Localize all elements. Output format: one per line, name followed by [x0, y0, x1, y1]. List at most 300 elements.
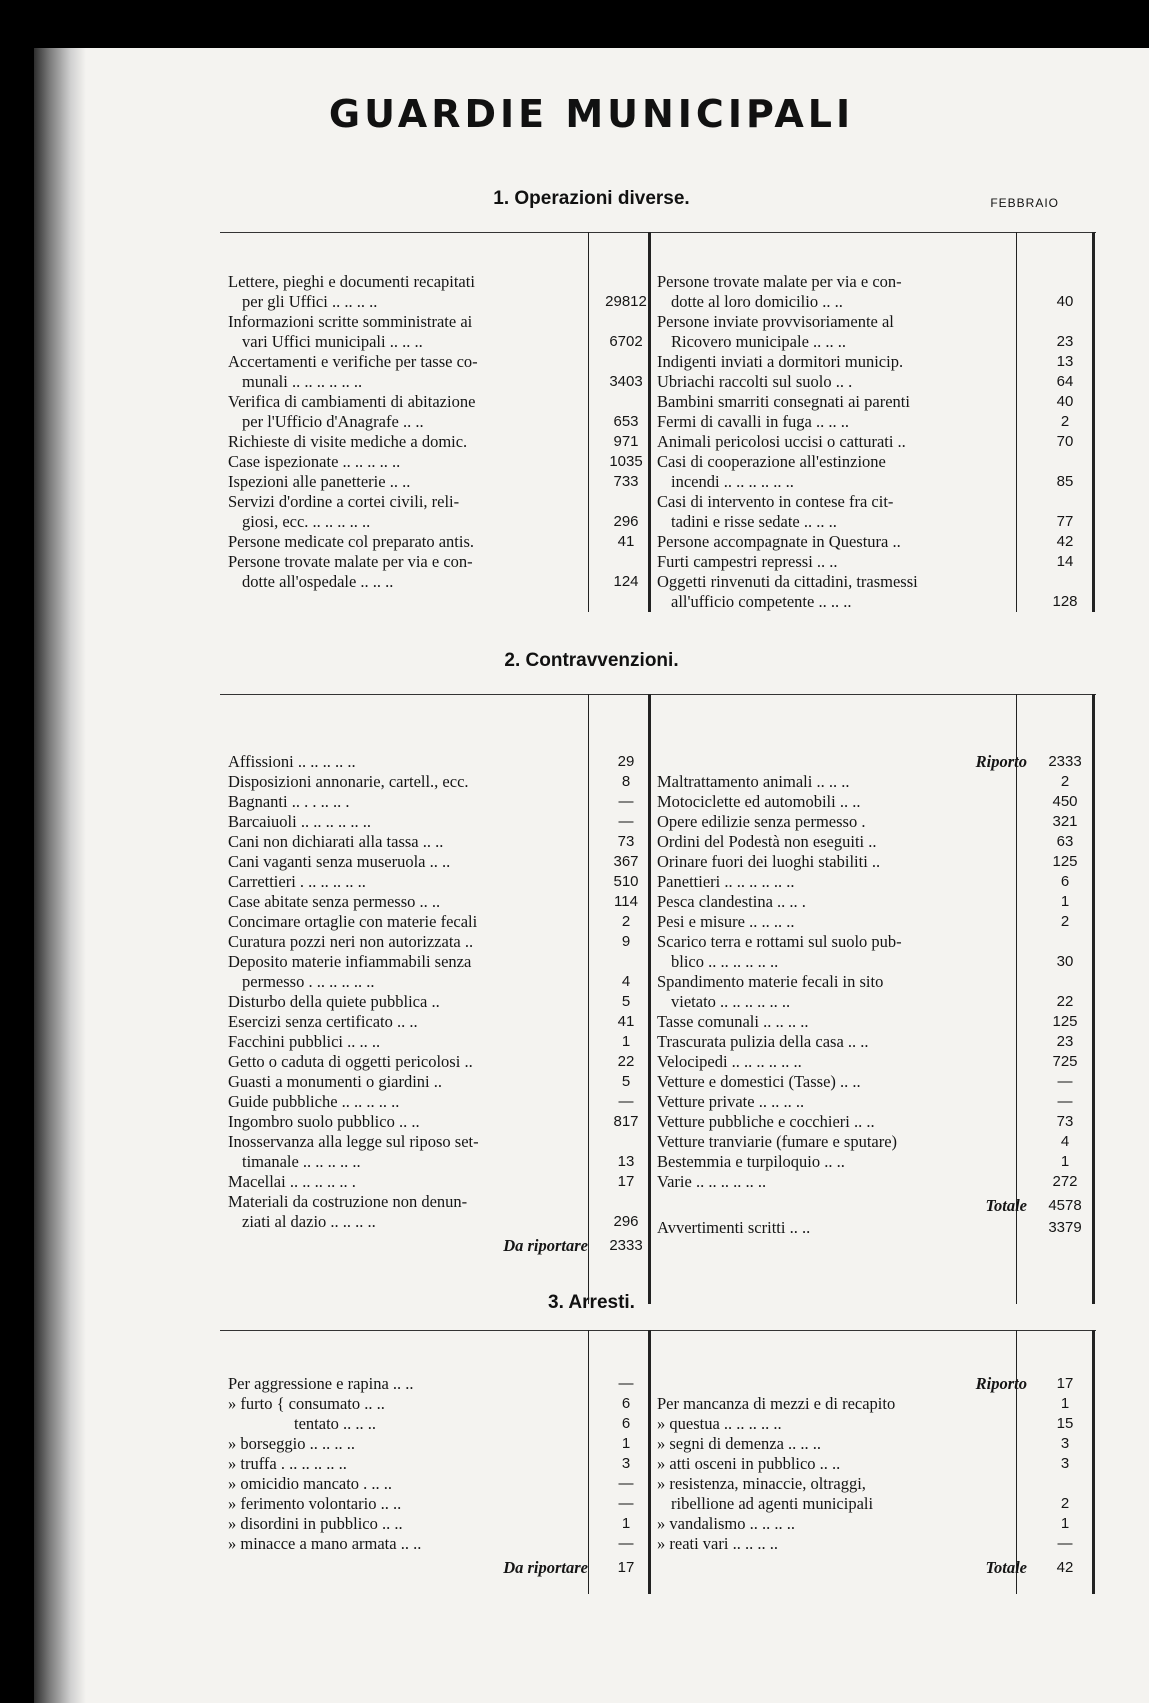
table-row [657, 832, 1074, 852]
table-row [657, 532, 1074, 552]
row-label-line1: Curatura pozzi neri non autorizzata .. [228, 932, 474, 951]
row-value: 13 [617, 1153, 635, 1170]
row-value: 128 [1052, 593, 1078, 610]
row-label [657, 1132, 1037, 1152]
carry-label: Riporto [975, 752, 1027, 771]
month-label: FEBBRAIO [990, 196, 1059, 210]
table-row [657, 1434, 1070, 1454]
table-row [657, 1152, 1070, 1172]
table-row [657, 1052, 1078, 1072]
row-value: 22 [1056, 993, 1074, 1010]
table-operazioni [220, 232, 1096, 612]
row-label-line1: » borseggio .. .. .. .. [228, 1434, 355, 1453]
row-value: 3 [621, 1455, 631, 1472]
table-row [228, 932, 631, 952]
row-label-line2: dotte al loro domicilio .. .. [671, 292, 843, 311]
row-label [228, 312, 598, 352]
row-label-line2: all'ufficio competente .. .. .. [671, 592, 852, 611]
table-row [228, 1172, 635, 1192]
row-label [228, 1192, 598, 1232]
row-value: 510 [613, 873, 639, 890]
row-value: 30 [1056, 953, 1074, 970]
row-label-line1: Vetture private .. .. .. .. [657, 1092, 805, 1111]
row-label-line1: Persone medicate col preparato antis. [228, 532, 475, 551]
row-value: 3403 [609, 373, 643, 390]
row-label-line1: » questua .. .. .. .. .. [657, 1414, 782, 1433]
row-label-line1: Vetture pubbliche e cocchieri .. .. [657, 1112, 875, 1131]
row-label-line2: dotte all'ospedale .. .. .. [242, 572, 394, 591]
row-value: 85 [1056, 473, 1074, 490]
row-label [228, 552, 598, 592]
total-row [657, 1196, 1082, 1216]
table-row [657, 1032, 1074, 1052]
row-label-line1: Cani vaganti senza museruola .. .. [228, 852, 451, 871]
row-label-line1: Persone accompagnate in Questura .. [657, 532, 901, 551]
row-label [657, 1012, 1037, 1032]
table-row [657, 872, 1070, 892]
row-label-line1: Vetture tranviarie (fumare e sputare) [657, 1132, 898, 1151]
row-value: 40 [1056, 293, 1074, 310]
row-label [657, 492, 1037, 532]
row-label [657, 1052, 1037, 1072]
table-row [657, 1474, 1070, 1514]
row-label-line1: » segni di demenza .. .. .. [657, 1434, 822, 1453]
row-label-line2: vietato .. .. .. .. .. .. [671, 992, 791, 1011]
table-row [228, 1192, 639, 1232]
table-row [228, 352, 643, 392]
total-value: 42 [1056, 1559, 1074, 1576]
row-value: 17 [617, 1173, 635, 1190]
row-label-line1: Trascurata pulizia della casa .. .. [657, 1032, 869, 1051]
table-row [657, 1394, 1070, 1414]
row-label-line2: timanale .. .. .. .. .. [242, 1152, 361, 1171]
row-label-line2: incendi .. .. .. .. .. .. [671, 472, 794, 491]
row-label [228, 1032, 598, 1052]
total-value: 2333 [609, 1237, 643, 1254]
row-label [657, 312, 1037, 352]
total-label: Totale [985, 1196, 1027, 1215]
row-label-line1: Deposito materie infiammabili senza [228, 952, 472, 971]
total-row [228, 1236, 643, 1256]
table-row [228, 432, 639, 452]
table-row [657, 412, 1070, 432]
table-row [657, 1454, 1070, 1474]
row-label-line1: » resistenza, minaccie, oltraggi, [657, 1474, 866, 1493]
row-label [657, 1474, 1037, 1514]
row-label [228, 1172, 598, 1192]
row-value: 6702 [609, 333, 643, 350]
row-label-line2: tadini e risse sedate .. .. .. [671, 512, 837, 531]
row-value: 22 [617, 1053, 635, 1070]
row-label-line1: » minacce a mano armata .. .. [228, 1534, 422, 1553]
table-row [228, 1374, 634, 1394]
table-row [228, 892, 638, 912]
row-label [228, 1454, 598, 1474]
row-value: 4 [621, 973, 631, 990]
row-value: 725 [1052, 1053, 1078, 1070]
row-label [657, 1534, 1037, 1554]
row-value: 29 [617, 753, 635, 770]
row-label [657, 372, 1037, 392]
row-label-line2: vari Uffici municipali .. .. .. [242, 332, 423, 351]
row-value: 1035 [609, 453, 643, 470]
row-label-line1: Motociclette ed automobili .. .. [657, 792, 861, 811]
row-label-line1: Panettieri .. .. .. .. .. .. [657, 872, 795, 891]
row-label-line1: Velocipedi .. .. .. .. .. .. [657, 1052, 802, 1071]
row-label-line1: Scarico terra e rottami sul suolo pub- [657, 932, 902, 951]
warnings-label: Avvertimenti scritti .. .. [657, 1218, 811, 1237]
row-value: 5 [621, 993, 631, 1010]
row-label-line1: Barcaiuoli .. .. .. .. .. .. [228, 812, 371, 831]
row-label [657, 1434, 1037, 1454]
row-value: 15 [1056, 1415, 1074, 1432]
row-value: 5 [621, 1073, 631, 1090]
row-value: 296 [613, 513, 639, 530]
row-value: 1 [621, 1435, 631, 1452]
table-row [657, 1012, 1078, 1032]
row-value: 64 [1056, 373, 1074, 390]
row-label [228, 812, 598, 832]
right-column [657, 272, 1078, 612]
row-label-line1: Fermi di cavalli in fuga .. .. .. [657, 412, 849, 431]
row-value: 8 [621, 773, 631, 790]
row-label-line1: Tasse comunali .. .. .. .. [657, 1012, 809, 1031]
row-label-line1: Furti campestri repressi .. .. [657, 552, 838, 571]
row-label-line1: Verifica di cambiamenti di abitazione [228, 392, 476, 411]
table-row [228, 772, 631, 792]
row-label [228, 392, 598, 432]
table-row [657, 932, 1074, 972]
row-label-line1: tentato .. .. .. [294, 1414, 377, 1433]
row-label [657, 392, 1037, 412]
row-label-line1: » reati vari .. .. .. .. [657, 1534, 778, 1553]
row-label-line1: » vandalismo .. .. .. .. [657, 1514, 795, 1533]
row-label [228, 952, 598, 992]
row-label [228, 492, 598, 532]
row-value: 6 [621, 1395, 631, 1412]
row-label [228, 1012, 598, 1032]
row-label [657, 1092, 1037, 1112]
table-arresti [220, 1330, 1096, 1594]
table-row [657, 1132, 1070, 1152]
right-column [657, 752, 1082, 1238]
row-value: 41 [617, 1013, 635, 1030]
row-label-line1: » omicidio mancato . .. .. [228, 1474, 393, 1493]
row-label-line1: Macellai .. .. .. .. .. . [228, 1172, 356, 1191]
row-value: — [618, 1535, 634, 1552]
row-label [657, 772, 1037, 792]
row-label-line1: Ubriachi raccolti sul suolo .. . [657, 372, 853, 391]
table-row [657, 572, 1078, 612]
row-label-line1: » disordini in pubblico .. .. [228, 1514, 403, 1533]
row-value: 2 [1060, 913, 1070, 930]
row-label-line1: Animali pericolosi uccisi o catturati .. [657, 432, 906, 451]
row-label-line2: munali .. .. .. .. .. .. [242, 372, 363, 391]
row-label-line1: Guasti a monumenti o giardini .. [228, 1072, 443, 1091]
row-label [657, 852, 1037, 872]
row-value: — [618, 793, 634, 810]
row-label [228, 1494, 598, 1514]
row-label-line1: Oggetti rinvenuti da cittadini, trasmessi [657, 572, 918, 591]
row-value: 3 [1060, 1455, 1070, 1472]
row-label [228, 992, 598, 1012]
row-label [228, 872, 598, 892]
row-label [228, 852, 598, 872]
row-label [657, 932, 1037, 972]
row-label-line2: blico .. .. .. .. .. .. [671, 952, 779, 971]
row-label-line1: » atti osceni in pubblico .. .. [657, 1454, 841, 1473]
total-value: 4578 [1048, 1197, 1082, 1214]
table-row [657, 852, 1078, 872]
row-value: 125 [1052, 1013, 1078, 1030]
row-value: — [618, 813, 634, 830]
table-row [228, 392, 639, 432]
row-value: 1 [1060, 893, 1070, 910]
row-value: 4 [1060, 1133, 1070, 1150]
table-row [228, 832, 635, 852]
table-contravvenzioni [220, 694, 1096, 1304]
table-row [228, 1474, 634, 1494]
table-row [657, 972, 1074, 1012]
row-label [228, 472, 598, 492]
table-row [228, 472, 639, 492]
row-label-line2: per l'Ufficio d'Anagrafe .. .. [242, 412, 424, 431]
table-row [657, 812, 1078, 832]
row-label-line1: Materiali da costruzione non denun- [228, 1192, 468, 1211]
row-label-line1: Esercizi senza certificato .. .. [228, 1012, 418, 1031]
row-label-line2: giosi, ecc. .. .. .. .. .. [242, 512, 371, 531]
table-row [657, 272, 1074, 312]
carry-row [657, 752, 1082, 772]
row-value: 2 [1060, 413, 1070, 430]
row-value: 321 [1052, 813, 1078, 830]
row-label [657, 892, 1037, 912]
row-label-line1: Facchini pubblici .. .. .. [228, 1032, 381, 1051]
table-row [657, 492, 1074, 532]
row-value: 13 [1056, 353, 1074, 370]
table-row [657, 772, 1070, 792]
table-row [657, 1514, 1070, 1534]
row-value: 1 [1060, 1153, 1070, 1170]
row-label-line1: Getto o caduta di oggetti pericolosi .. [228, 1052, 473, 1071]
row-value: 6 [621, 1415, 631, 1432]
table-row [657, 892, 1070, 912]
row-label [657, 352, 1037, 372]
row-value: 23 [1056, 1033, 1074, 1050]
row-label-line1: Opere edilizie senza permesso . [657, 812, 866, 831]
row-label-line1: Bambini smarriti consegnati ai parenti [657, 392, 910, 411]
row-label-line1: Case abitate senza permesso .. .. [228, 892, 441, 911]
row-value: 3 [1060, 1435, 1070, 1452]
row-label-line1: Ispezioni alle panetterie .. .. [228, 472, 411, 491]
row-label [228, 772, 598, 792]
row-label [228, 1132, 598, 1172]
table-row [657, 452, 1074, 492]
row-value: 125 [1052, 853, 1078, 870]
table-row [228, 1092, 634, 1112]
table-row [657, 432, 1074, 452]
row-label-line1: Inosservanza alla legge sul riposo set- [228, 1132, 479, 1151]
table-row [228, 1132, 635, 1172]
row-label-line1: Vetture e domestici (Tasse) .. .. [657, 1072, 861, 1091]
row-value: 1 [621, 1033, 631, 1050]
row-value: 971 [613, 433, 639, 450]
table-row [657, 372, 1074, 392]
left-column [228, 752, 643, 1256]
table-row [657, 392, 1074, 412]
table-row [228, 872, 639, 892]
table-row [228, 792, 634, 812]
row-label [228, 432, 598, 452]
row-label [657, 1414, 1037, 1434]
document-page [34, 48, 1149, 1703]
row-value: 367 [613, 853, 639, 870]
total-row [228, 1558, 635, 1578]
row-value: 73 [1056, 1113, 1074, 1130]
row-label-line1: Servizi d'ordine a cortei civili, reli- [228, 492, 460, 511]
table-row [228, 1052, 635, 1072]
row-label-line1: Maltrattamento animali .. .. .. [657, 772, 850, 791]
table-row [228, 1112, 639, 1132]
table-row [228, 1434, 631, 1454]
row-value: 733 [613, 473, 639, 490]
row-label [657, 272, 1037, 312]
row-label [657, 1454, 1037, 1474]
row-label [657, 972, 1037, 1012]
table-row [228, 1072, 631, 1092]
row-value: 41 [617, 533, 635, 550]
page-title: GUARDIE MUNICIPALI [328, 92, 855, 136]
row-label-line2: ribellione ad agenti municipali [671, 1494, 874, 1513]
row-label-line2: per gli Uffici .. .. .. .. [242, 292, 378, 311]
total-label: Totale [985, 1558, 1027, 1577]
row-value: 42 [1056, 533, 1074, 550]
row-label [657, 452, 1037, 492]
row-label [228, 932, 598, 952]
row-value: 9 [621, 933, 631, 950]
row-label [657, 572, 1037, 612]
row-label-line1: Casi di cooperazione all'estinzione [657, 452, 886, 471]
row-label-line1: Guide pubbliche .. .. .. .. .. [228, 1092, 400, 1111]
row-label-line2: Ricovero municipale .. .. .. [671, 332, 847, 351]
carry-row [657, 1374, 1074, 1394]
row-label [228, 912, 598, 932]
row-label [228, 752, 598, 772]
row-label [657, 1072, 1037, 1092]
row-value: — [618, 1093, 634, 1110]
row-label-line1: Ingombro suolo pubblico .. .. [228, 1112, 420, 1131]
row-label [228, 1052, 598, 1072]
table-row [228, 1032, 631, 1052]
row-value: 70 [1056, 433, 1074, 450]
row-value: 817 [613, 1113, 639, 1130]
table-row [228, 912, 631, 932]
row-value: 1 [621, 1515, 631, 1532]
row-label [228, 352, 598, 392]
row-value: 1 [1060, 1395, 1070, 1412]
row-label [228, 1514, 598, 1534]
table-row [228, 952, 631, 992]
row-label-line1: Concimare ortaglie con materie fecali [228, 912, 478, 931]
total-label: Da riportare [503, 1558, 588, 1577]
row-label [228, 1112, 598, 1132]
row-label [657, 872, 1037, 892]
table-row [228, 752, 635, 772]
row-value: 124 [613, 573, 639, 590]
row-label [657, 432, 1037, 452]
left-column [228, 272, 647, 592]
table-row [228, 1514, 631, 1534]
row-label-line1: Varie .. .. .. .. .. .. [657, 1172, 767, 1191]
row-value: — [1057, 1073, 1073, 1090]
row-label [228, 792, 598, 812]
table-row [228, 312, 643, 352]
row-label [228, 1414, 598, 1434]
row-label [228, 1072, 598, 1092]
row-label-line1: Ordini del Podestà non eseguiti .. [657, 832, 877, 851]
row-label [657, 1152, 1037, 1172]
warnings-row [657, 1218, 1082, 1238]
row-label [228, 1394, 598, 1414]
row-label [657, 1514, 1037, 1534]
warnings-value: 3379 [1048, 1219, 1082, 1236]
section-heading-operazioni: 1. Operazioni diverse. [493, 188, 690, 209]
row-label [228, 1474, 598, 1494]
row-label-line1: Per mancanza di mezzi e di recapito [657, 1394, 896, 1413]
row-value: 73 [617, 833, 635, 850]
total-value: 17 [617, 1559, 635, 1576]
table-row [228, 1494, 634, 1514]
row-value: 6 [1060, 873, 1070, 890]
table-row [657, 1414, 1074, 1434]
table-row [657, 1534, 1073, 1554]
carry-value: 2333 [1048, 753, 1082, 770]
row-value: 272 [1052, 1173, 1078, 1190]
row-label-line1: Spandimento materie fecali in sito [657, 972, 884, 991]
row-label [657, 1112, 1037, 1132]
row-label-line1: Pesi e misure .. .. .. .. [657, 912, 795, 931]
table-row [657, 352, 1074, 372]
total-label: Da riportare [503, 1236, 588, 1255]
section-heading-contravvenzioni: 2. Contravvenzioni. [504, 650, 679, 671]
row-value: 1 [1060, 1515, 1070, 1532]
row-label-line1: Richieste di visite mediche a domic. [228, 432, 468, 451]
table-row [657, 552, 1074, 572]
row-label-line1: Cani non dichiarati alla tassa .. .. [228, 832, 444, 851]
row-label [657, 792, 1037, 812]
row-label-line1: Lettere, pieghi e documenti recapitati [228, 272, 475, 291]
table-row [228, 552, 639, 592]
table-row [657, 1072, 1073, 1092]
table-row [228, 272, 647, 312]
row-label [228, 1092, 598, 1112]
carry-label: Riporto [975, 1374, 1027, 1393]
table-row [228, 992, 631, 1012]
row-value: — [618, 1495, 634, 1512]
row-value: — [1057, 1535, 1073, 1552]
table-row [657, 1092, 1073, 1112]
row-label [228, 1374, 598, 1394]
row-label-line1: Casi di intervento in contese fra cit- [657, 492, 894, 511]
row-label [228, 1534, 598, 1554]
row-label [657, 912, 1037, 932]
row-label [657, 832, 1037, 852]
table-row [228, 1534, 634, 1554]
row-label-line1: Persone trovate malate per via e con- [228, 552, 473, 571]
row-label-line1: Per aggressione e rapina .. .. [228, 1374, 414, 1393]
row-value: 29812 [605, 293, 647, 310]
row-label-line1: Persone inviate provvisoriamente al [657, 312, 894, 331]
